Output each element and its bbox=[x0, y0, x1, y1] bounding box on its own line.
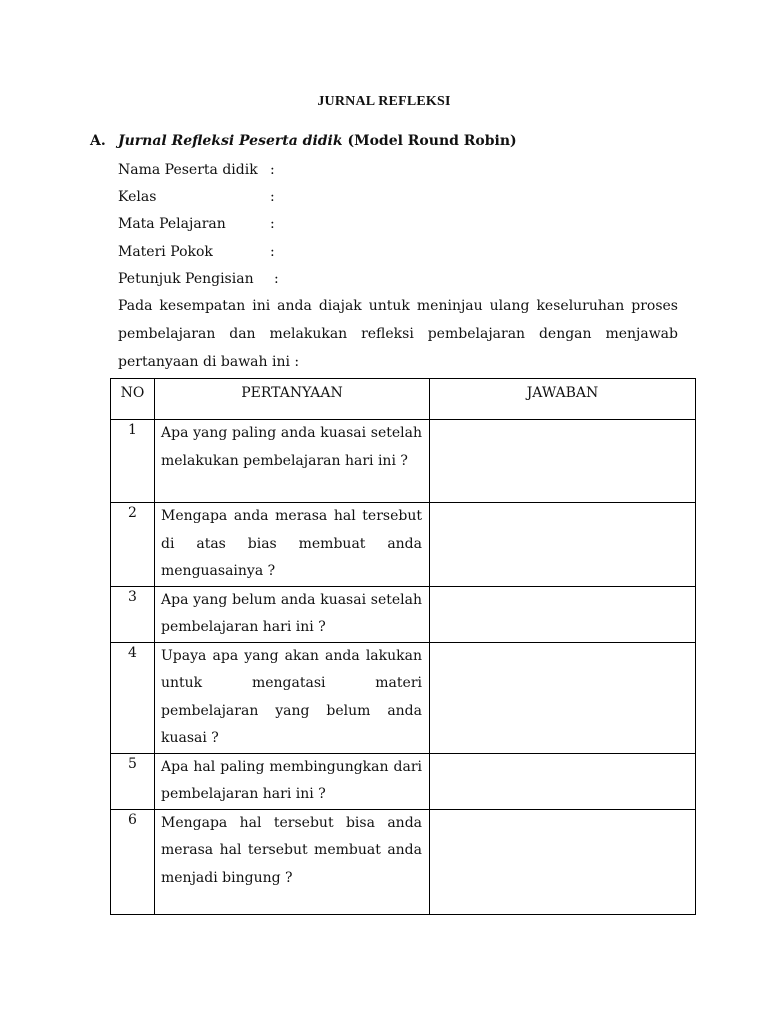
answer-cell[interactable] bbox=[430, 503, 696, 587]
answer-cell[interactable] bbox=[430, 642, 696, 753]
table-header-row bbox=[111, 379, 696, 420]
section-heading-text: Jurnal Refleksi Peserta didik bbox=[118, 133, 343, 149]
field-instructions bbox=[118, 269, 279, 289]
document-title: JURNAL REFLEKSI bbox=[317, 94, 451, 109]
header-no: NO bbox=[111, 379, 155, 420]
question-cell: Apa yang belum anda kuasai setelah pembelajaran hari ini ? bbox=[155, 586, 430, 642]
question-cell: Apa hal paling membingungkan dari pembelajaran hari ini ? bbox=[155, 753, 430, 809]
field-label: Materi Pokok bbox=[118, 244, 213, 260]
field-colon: : bbox=[270, 244, 275, 260]
answer-cell[interactable] bbox=[430, 809, 696, 914]
field-colon: : bbox=[270, 189, 275, 205]
field-student-name bbox=[118, 160, 275, 180]
field-subject bbox=[118, 214, 275, 234]
table-row bbox=[111, 753, 696, 809]
section-letter: A. bbox=[90, 133, 106, 149]
question-cell: Upaya apa yang akan anda lakukan untuk mengatasi materi pembelajaran yang belum anda kuasai ? bbox=[155, 642, 430, 753]
field-label: Mata Pelajaran bbox=[118, 216, 226, 232]
field-colon: : bbox=[274, 271, 279, 287]
section-heading bbox=[90, 133, 517, 149]
field-label: Nama Peserta didik bbox=[118, 162, 258, 178]
row-number: 4 bbox=[111, 642, 155, 753]
table-row bbox=[111, 420, 696, 503]
table-row bbox=[111, 586, 696, 642]
row-number: 5 bbox=[111, 753, 155, 809]
header-question: PERTANYAAN bbox=[155, 379, 430, 420]
answer-cell[interactable] bbox=[430, 586, 696, 642]
table-row bbox=[111, 503, 696, 587]
row-number: 6 bbox=[111, 809, 155, 914]
field-label: Petunjuk Pengisian bbox=[118, 271, 254, 287]
field-topic bbox=[118, 242, 275, 262]
row-number: 2 bbox=[111, 503, 155, 587]
row-number: 1 bbox=[111, 420, 155, 503]
question-cell: Apa yang paling anda kuasai setelah melakukan pembelajaran hari ini ? bbox=[155, 420, 430, 503]
answer-cell[interactable] bbox=[430, 420, 696, 503]
field-label: Kelas bbox=[118, 189, 157, 205]
question-cell: Mengapa anda merasa hal tersebut di atas bias membuat anda menguasainya ? bbox=[155, 503, 430, 587]
reflection-table bbox=[110, 378, 696, 915]
header-answer: JAWABAN bbox=[430, 379, 696, 420]
field-colon: : bbox=[270, 216, 275, 232]
section-heading-subtitle: (Model Round Robin) bbox=[342, 133, 517, 149]
question-cell: Mengapa hal tersebut bisa anda merasa hal tersebut membuat anda menjadi bingung ? bbox=[155, 809, 430, 914]
table-row bbox=[111, 642, 696, 753]
instruction-paragraph: Pada kesempatan ini anda diajak untuk meninjau ulang keseluruhan proses pembelajaran dan melakukan refleksi pembelajaran dengan menjawab pertanyaan di bawah ini : bbox=[118, 298, 678, 370]
table-row bbox=[111, 809, 696, 914]
row-number: 3 bbox=[111, 586, 155, 642]
field-class bbox=[118, 187, 275, 207]
field-colon: : bbox=[270, 162, 275, 178]
answer-cell[interactable] bbox=[430, 753, 696, 809]
